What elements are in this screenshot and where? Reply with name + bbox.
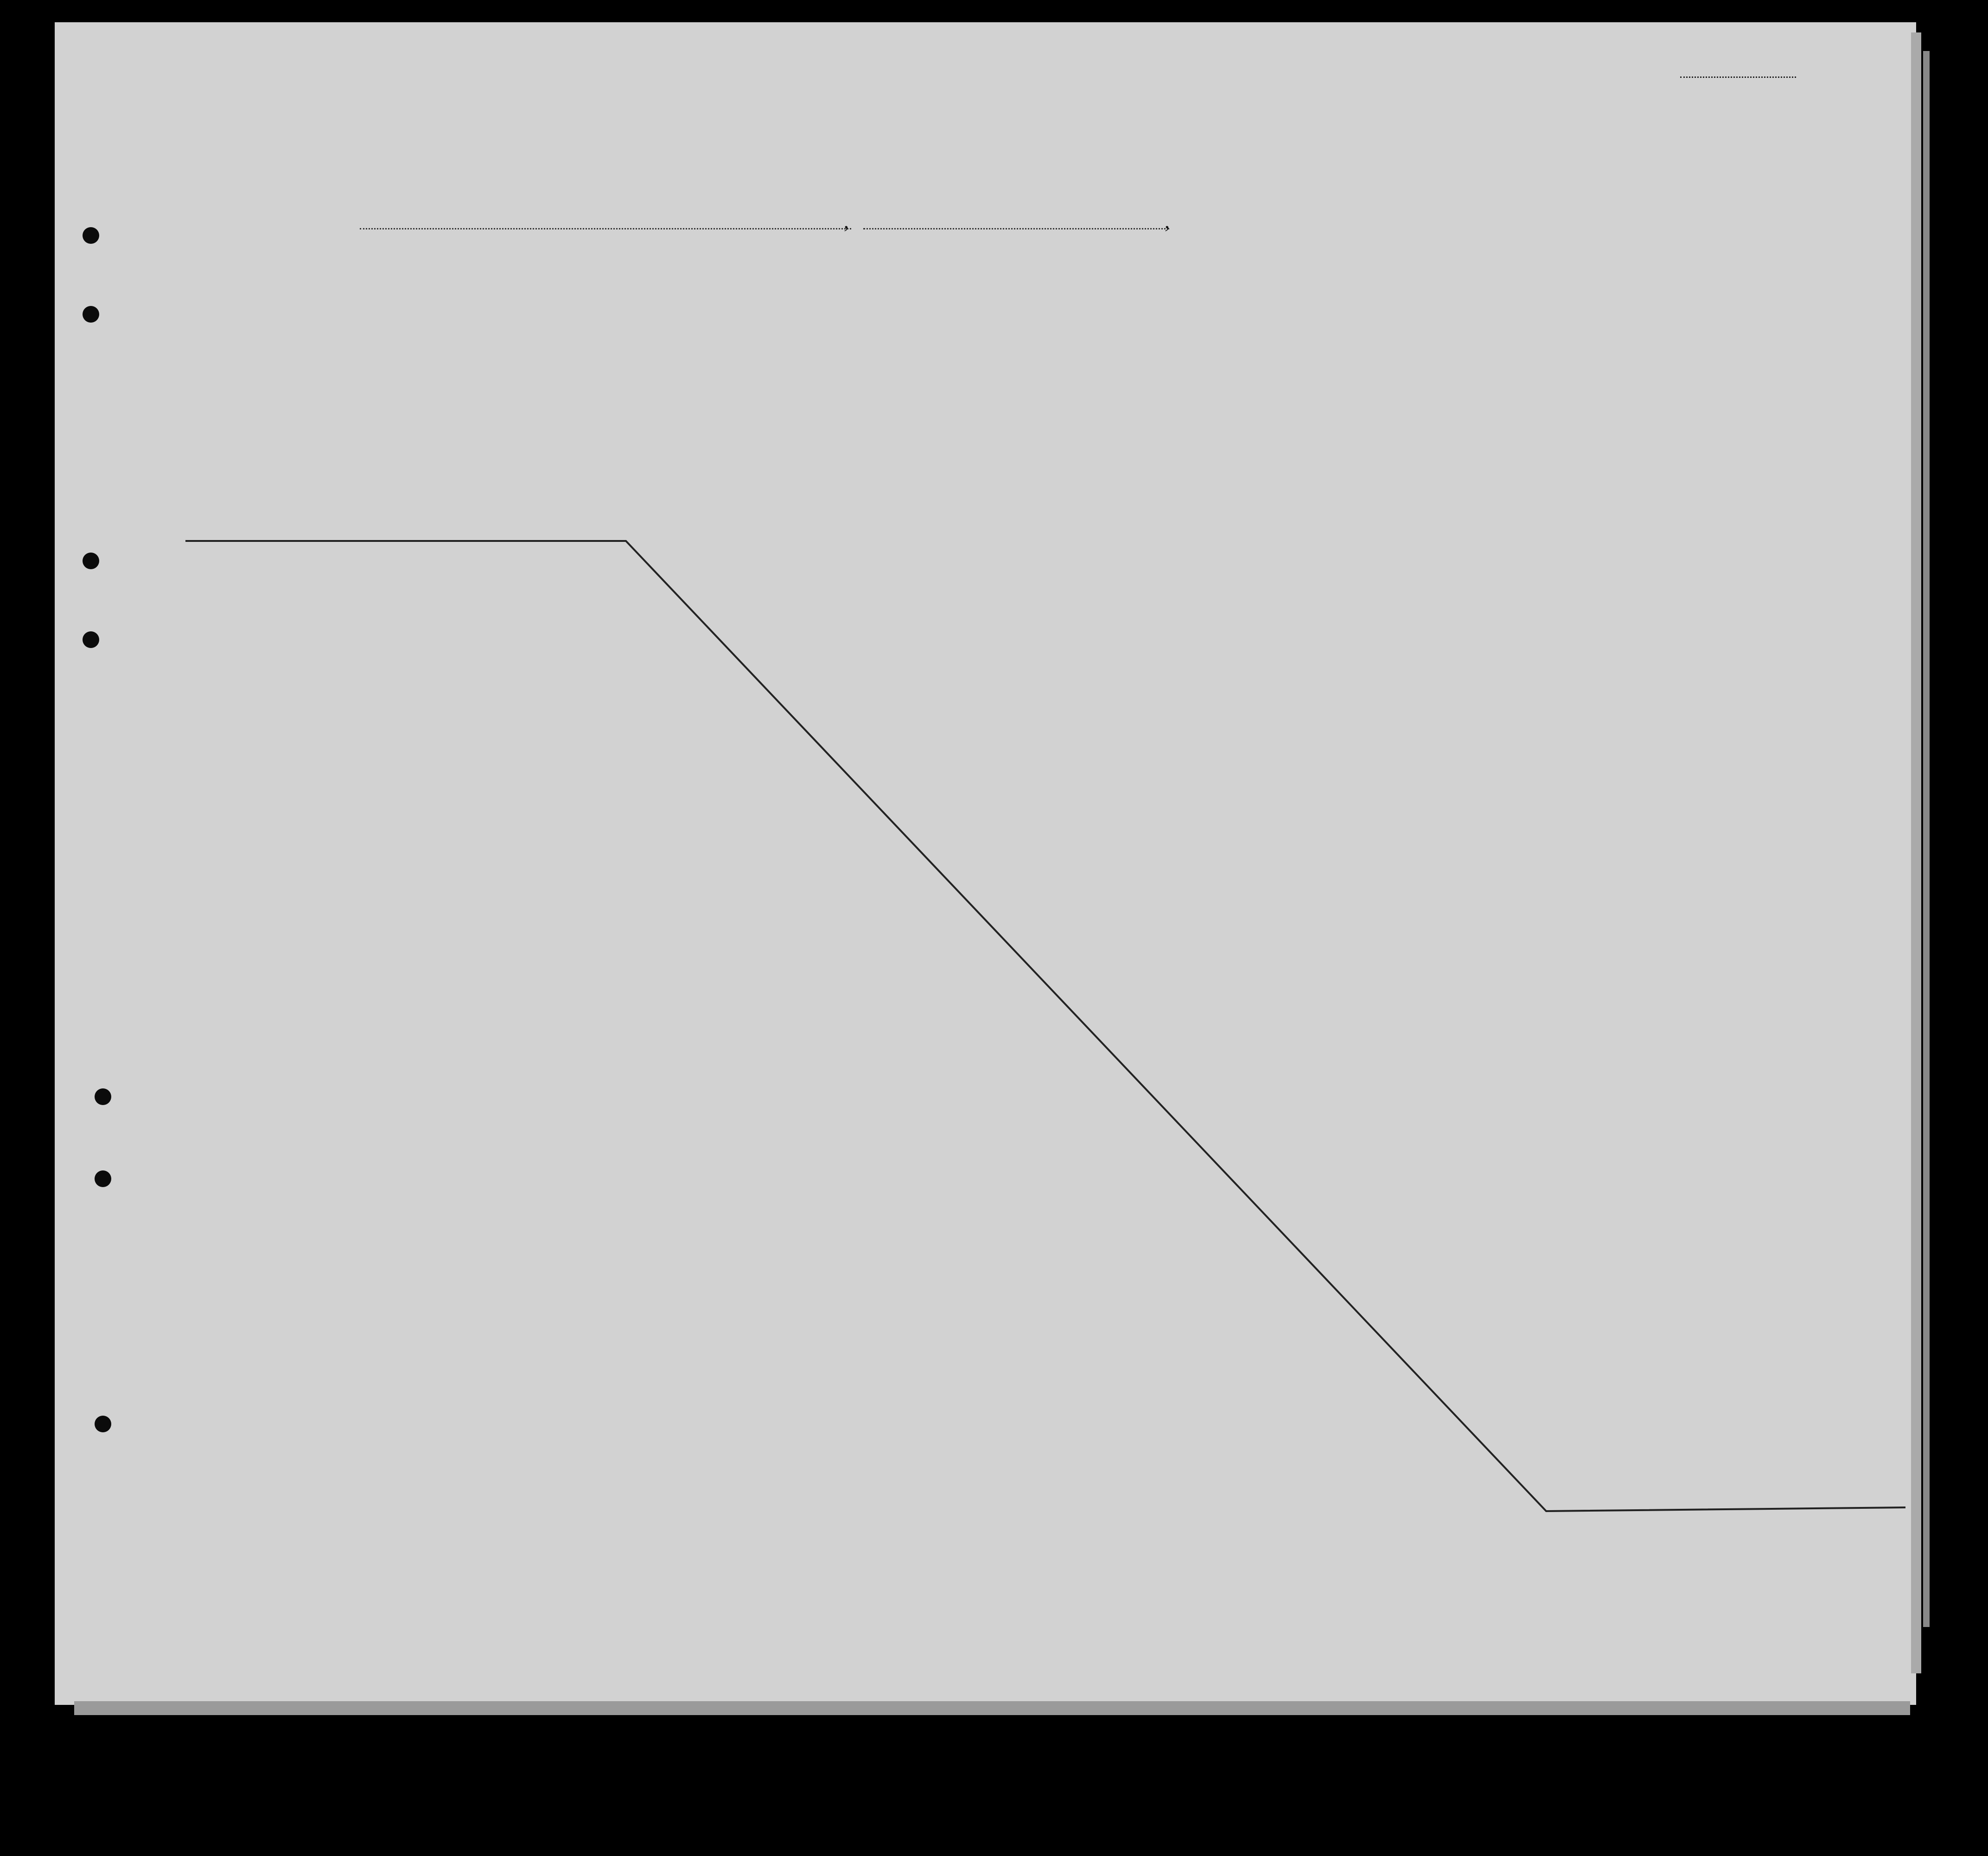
comma: , (1165, 210, 1170, 233)
cancellation-line (185, 541, 1905, 1511)
comma: , (844, 210, 849, 233)
